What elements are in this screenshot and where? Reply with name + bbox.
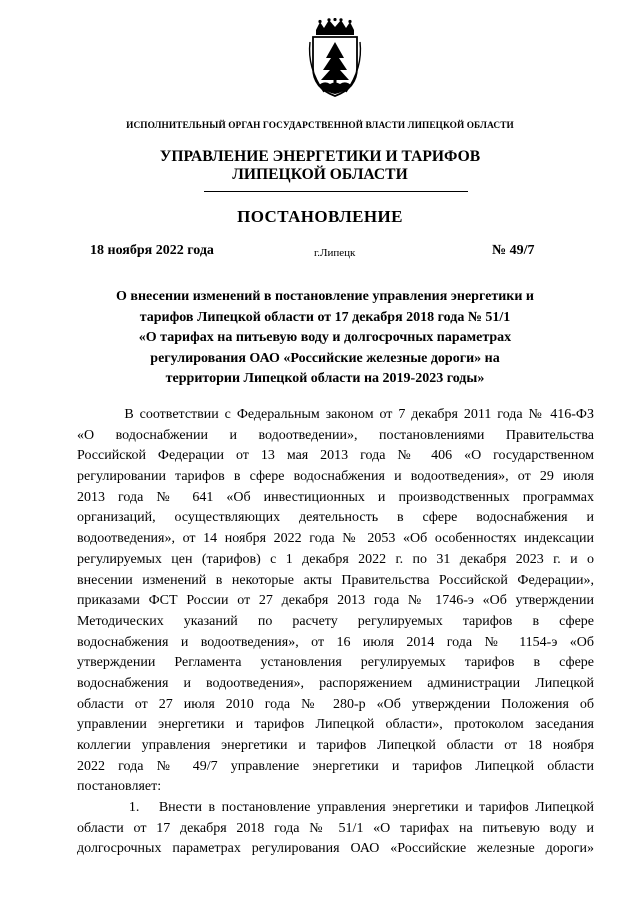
- title-line: тарифов Липецкой области от 17 декабря 2018 года № 51/1: [139, 309, 511, 325]
- coat-of-arms-emblem: [304, 18, 366, 98]
- paragraph-line: Российской Федерации от 13 мая 2013 года № 406 «О государственном: [77, 448, 594, 464]
- paragraph-line: утверждении Регламента установления регулируемых тарифов в сфере: [77, 655, 594, 671]
- department-name: [0, 148, 640, 184]
- title-line: территории Липецкой области на 2019-2023 годы»: [165, 371, 485, 387]
- paragraph-line: водоотведения», от 14 ноября 2022 года № 2053 «Об особенностях индексации: [77, 531, 594, 547]
- paragraph-line: «О водоснабжении и водоотведении», постановлениями Правительства: [77, 427, 594, 443]
- paragraph-line: коллегии управления энергетики и тарифов Липецкой области от 18 ноября: [77, 738, 594, 753]
- document-date: 18 ноября 2022 года: [90, 243, 214, 258]
- paragraph-line: области от 27 июля 2010 года № 280-р «Об утверждении Положения об: [77, 696, 594, 712]
- header-divider: [204, 191, 468, 192]
- paragraph-line: Методических указаний по расчету регулируемых тарифов в сфере: [77, 613, 594, 629]
- title-line: О внесении изменений в постановление управления энергетики и: [116, 289, 534, 304]
- clause-1-paragraph: [77, 798, 594, 860]
- paragraph-line: водоснабжения и водоотведения», распоряжением администрации Липецкой: [77, 675, 594, 691]
- preamble-paragraph: [77, 405, 594, 798]
- title-line: регулирования ОАО «Российские железные дороги» на: [150, 350, 500, 366]
- paragraph-line: 2013 года № 641 «Об инвестиционных и производственных программах: [77, 489, 594, 505]
- organization-line: ИСПОЛНИТЕЛЬНЫЙ ОРГАН ГОСУДАРСТВЕННОЙ ВЛАСТИ ЛИПЕЦКОЙ ОБЛАСТИ: [126, 121, 514, 131]
- paragraph-line: долгосрочных параметрах регулирования ОАО «Российские железные дороги»: [77, 841, 594, 857]
- paragraph-line: 1. Внести в постановление управления энергетики и тарифов Липецкой: [77, 800, 594, 815]
- paragraph-line: регулировании тарифов в сфере водоснабжения и водоотведения», от 29 июля: [77, 469, 594, 485]
- paragraph-line: водоснабжения и водоотведения», от 16 июля 2014 года № 1154-э «Об: [77, 634, 594, 650]
- document-city: г.Липецк: [314, 247, 356, 259]
- paragraph-line: управлении энергетики и тарифов Липецкой области», протоколом заседания: [77, 717, 594, 733]
- document-type: ПОСТАНОВЛЕНИЕ: [237, 207, 403, 226]
- paragraph-line: приказами ФСТ России от 27 декабря 2013 года № 1746-э «Об утверждении: [77, 593, 594, 609]
- department-name-line-1: УПРАВЛЕНИЕ ЭНЕРГЕТИКИ И ТАРИФОВ: [159, 148, 481, 165]
- document-title: [80, 287, 570, 390]
- paragraph-line: 2022 года № 49/7 управление энергетики и тарифов Липецкой области: [77, 758, 594, 774]
- paragraph-line: области от 17 декабря 2018 года № 51/1 «О тарифах на питьевую воду и: [77, 820, 594, 836]
- document-number: № 49/7: [492, 243, 535, 258]
- department-name-line-2: ЛИПЕЦКОЙ ОБЛАСТИ: [232, 166, 408, 183]
- paragraph-line: организаций, осуществляющих деятельность в сфере водоснабжения и: [77, 510, 594, 526]
- paragraph-line: внесении изменений в некоторые акты Правительства Российской Федерации»,: [77, 572, 594, 588]
- paragraph-line: В соответствии с Федеральным законом от 7 декабря 2011 года № 416-ФЗ: [77, 407, 594, 422]
- paragraph-line: регулируемых цен (тарифов) с 1 декабря 2022 г. по 31 декабря 2023 г. и о: [77, 551, 594, 567]
- paragraph-line: постановляет:: [77, 779, 162, 795]
- title-line: «О тарифах на питьевую воду и долгосрочных параметрах: [138, 330, 512, 346]
